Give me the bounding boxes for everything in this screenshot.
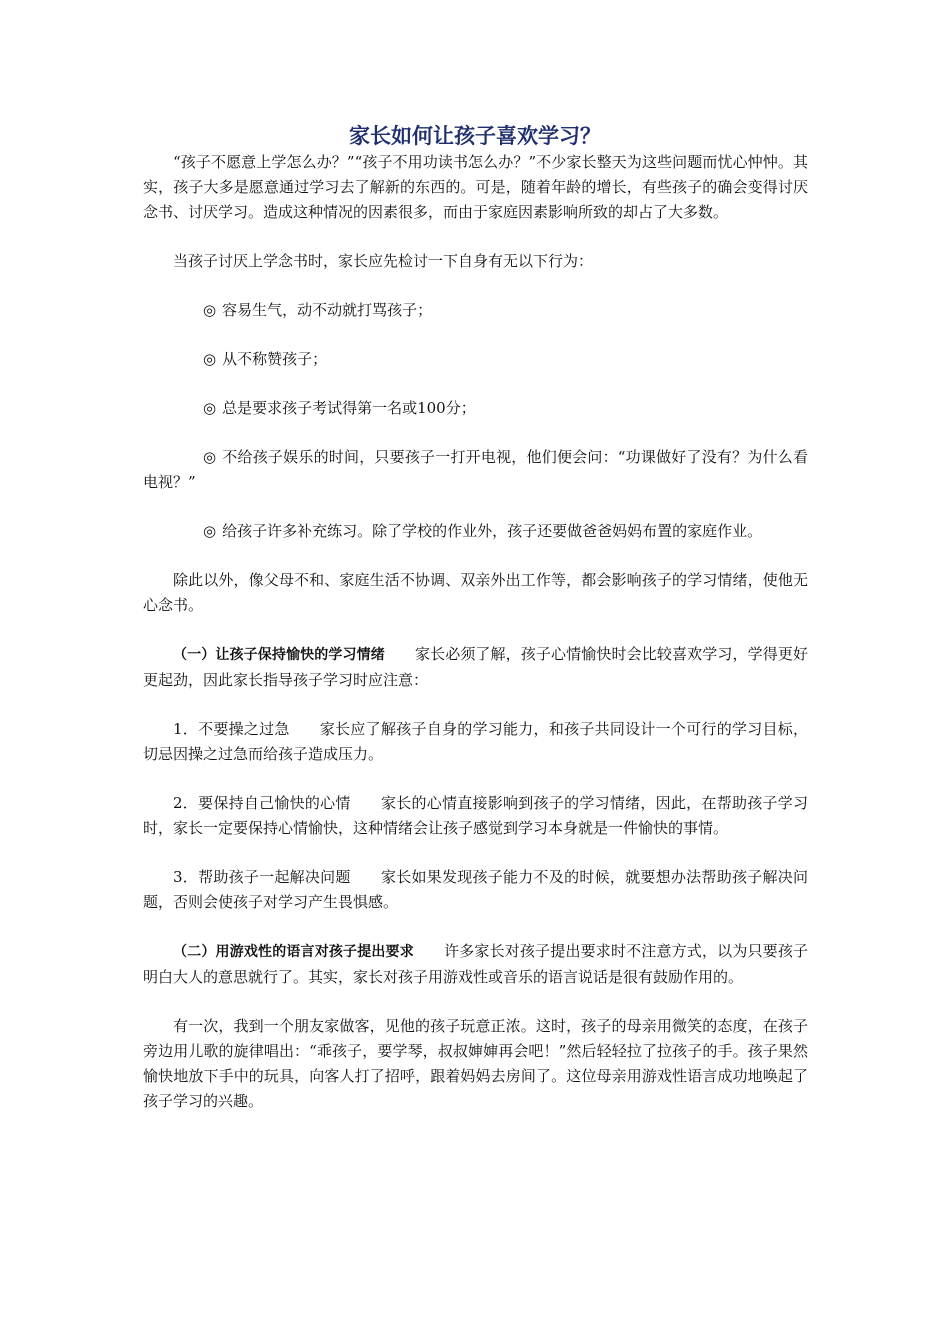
point2-paragraph: 2．要保持自己愉快的心情 家长的心情直接影响到孩子的学习情绪，因此，在帮助孩子学习时，家长一定要保持心情愉快，这种情绪会让孩子感觉到学习本身就是一件愉快的事情。 bbox=[143, 794, 808, 837]
point3-paragraph: 3．帮助孩子一起解决问题 家长如果发现孩子能力不及的时候，就要想办法帮助孩子解决问题，否则会使孩子对学习产生畏惧感。 bbox=[143, 868, 808, 911]
bullet-icon: ◎ bbox=[203, 301, 217, 319]
bullet-icon: ◎ bbox=[203, 448, 217, 466]
point1-paragraph: 1．不要操之过急 家长应了解孩子自身的学习能力，和孩子共同设计一个可行的学习目标，切忌因操之过急而给孩子造成压力。 bbox=[143, 720, 808, 763]
check-paragraph: 当孩子讨厌上学念书时，家长应先检讨一下自身有无以下行为： bbox=[173, 252, 594, 270]
intro-paragraph: “孩子不愿意上学怎么办？”“孩子不用功读书怎么办？”不少家长整天为这些问题而忧心忡忡。其实，孩子大多是愿意通过学习去了解新的东西的。可是，随着年龄的增长，有些孩子的确会变得讨厌念书、讨厌学习。造成这种情况的因素很多，而由于家庭因素影响所致的却占了大多数。 bbox=[143, 153, 808, 221]
point2-heading: 2．要保持自己愉快的心情 bbox=[173, 794, 351, 812]
section2-paragraph: （二）用游戏性的语言对孩子提出要求 许多家长对孩子提出要求时不注意方式，以为只要孩子明白大人的意思就行了。其实，家长对孩子用游戏性或音乐的语言说话是很有鼓励作用的。 bbox=[143, 942, 808, 986]
article-body bbox=[143, 150, 808, 1114]
section1-paragraph: （一）让孩子保持愉快的学习情绪 家长必须了解，孩子心情愉快时会比较喜欢学习，学得更好更起劲，因此家长指导孩子学习时应注意： bbox=[143, 645, 808, 689]
behavior-item-4: ◎ 不给孩子娱乐的时间，只要孩子一打开电视，他们便会问：“功课做好了没有？为什么看电视？” bbox=[143, 445, 808, 495]
behavior-item-2: ◎ 从不称赞孩子； bbox=[143, 347, 808, 372]
point3-heading: 3．帮助孩子一起解决问题 bbox=[173, 868, 351, 886]
other-factors-paragraph: 除此以外，像父母不和、家庭生活不协调、双亲外出工作等，都会影响孩子的学习情绪，使他无心念书。 bbox=[143, 571, 808, 614]
bullet-icon: ◎ bbox=[203, 522, 217, 540]
bullet-icon: ◎ bbox=[203, 350, 217, 368]
story-paragraph: 有一次，我到一个朋友家做客，见他的孩子玩意正浓。这时，孩子的母亲用微笑的态度，在孩子旁边用儿歌的旋律唱出：“乖孩子，要学琴，叔叔婶婶再会吧！”然后轻轻拉了拉孩子的手。孩子果然愉快地放下手中的玩具，向客人打了招呼，跟着妈妈去房间了。这位母亲用游戏性语言成功地唤起了孩子学习的兴趣。 bbox=[143, 1017, 808, 1110]
point1-heading: 1．不要操之过急 bbox=[173, 720, 290, 738]
behavior-item-5: ◎ 给孩子许多补充练习。除了学校的作业外，孩子还要做爸爸妈妈布置的家庭作业。 bbox=[143, 519, 808, 544]
bullet-icon: ◎ bbox=[203, 399, 217, 417]
behavior-item-1: ◎ 容易生气，动不动就打骂孩子； bbox=[143, 298, 808, 323]
behavior-item-3: ◎ 总是要求孩子考试得第一名或100分； bbox=[143, 396, 808, 421]
section2-heading: （二）用游戏性的语言对孩子提出要求 bbox=[173, 944, 414, 960]
page-title: 家长如何让孩子喜欢学习？ bbox=[349, 124, 601, 148]
section1-heading: （一）让孩子保持愉快的学习情绪 bbox=[173, 647, 385, 663]
